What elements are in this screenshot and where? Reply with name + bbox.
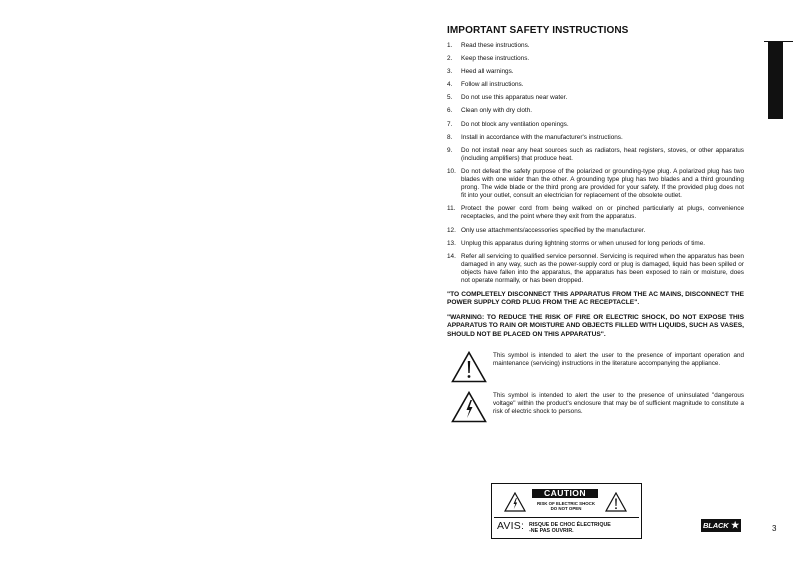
list-item-text: Do not use this apparatus near water. [461,94,568,102]
warning-bolt-icon [451,391,487,423]
list-item-number: 11. [447,205,456,213]
list-item-text: Refer all servicing to qualified service personnel. Servicing is required when the apparatus has been damaged in any way, such as the power-supply cord or plug is damaged, liquid has been spilled or objects have fallen into the apparatus, the apparatus has been exposed to rain or moisture, does not operate normally, or has been dropped. [461,252,744,284]
list-item [447,68,744,76]
list-item-text: Only use attachments/accessories specified by the manufacturer. [461,226,646,234]
warning-exclamation-icon [451,351,487,383]
list-item-number: 13. [447,239,456,247]
list-item-number: 14. [447,252,456,260]
disconnect-warning: "TO COMPLETELY DISCONNECT THIS APPARATUS FROM THE AC MAINS, DISCONNECT THE POWER SUPPLY CORD PLUG FROM THE AC RECEPTACLE". [447,291,744,307]
list-item [447,55,744,63]
instruction-list [447,42,744,285]
list-item-number: 12. [447,226,456,234]
page-number: 3 [772,524,777,533]
list-item-number: 3. [447,68,453,76]
star-icon: ★ [731,520,739,530]
caution-divider [494,517,639,518]
list-item [447,94,744,102]
list-item-number: 10. [447,167,456,175]
list-item [447,240,744,248]
brand-logo: BLACK ★ [703,520,739,530]
list-item [447,227,744,235]
list-item-number: 8. [447,133,453,141]
caution-label [491,483,642,539]
avis-label: AVIS: [497,520,525,532]
list-item-text: Do not block any ventilation openings. [461,120,569,128]
list-item-text: Do not defeat the safety purpose of the polarized or grounding-type plug. A polarized plug has two blades with one wider than the other. A grounding type plug has two blades and a third grounding prong. The wide blade or the third prong are provided for your safety. If the provided plug does not fit into your outlet, consult an electrician for replacement of the obsolete outlet. [461,167,744,200]
caution-heading: CAUTION [532,489,598,498]
exclamation-symbol-text: This symbol is intended to alert the user to the presence of important operation and maintenance (servicing) instructions in the literature accompanying the appliance. [493,352,744,368]
safety-content [447,25,744,427]
list-item [447,147,744,163]
bolt-symbol-row [447,391,744,427]
list-item-number: 9. [447,146,453,154]
list-item-text: Clean only with dry cloth. [461,107,533,115]
list-item [447,42,744,50]
list-item-text: Follow all instructions. [461,81,524,89]
fire-warning: "WARNING: TO REDUCE THE RISK OF FIRE OR ELECTRIC SHOCK, DO NOT EXPOSE THIS APPARATUS TO RAIN OR MOISTURE AND OBJECTS FILLED WITH LIQUIDS, SUCH AS VASES, SHOULD NOT BE PLACED ON THIS APPARATUS". [447,313,744,338]
list-item [447,134,744,142]
list-item [447,107,744,115]
list-item [447,205,744,221]
list-item-text: Heed all warnings. [461,68,514,76]
list-item-number: 4. [447,81,453,89]
exclamation-symbol-row [447,351,744,387]
avis-french-text: RISQUE DE CHOC ÉLECTRIQUE -NE PAS OUVRIR. [529,522,611,534]
list-item [447,168,744,200]
list-item-number: 5. [447,94,453,102]
list-item-number: 6. [447,107,453,115]
list-item-text: Protect the power cord from being walked on or pinched particularly at plugs, convenience receptacles, and the point where they exit from the apparatus. [461,205,744,221]
list-item-number: 1. [447,42,453,49]
side-tab [768,41,783,119]
list-item [447,81,744,89]
list-item-text: Unplug this apparatus during lightning storms or when unused for long periods of time. [461,239,706,247]
caution-risk-text: RISK OF ELECTRIC SHOCK DO NOT OPEN [536,501,596,511]
list-item [447,253,744,285]
warning-exclamation-icon [605,492,627,512]
list-item-text: Read these instructions. [461,42,530,49]
warning-bolt-icon [504,492,526,512]
list-item-text: Keep these instructions. [461,55,530,63]
side-tab-label: USA / Canada [742,58,760,86]
list-item-number: 2. [447,55,453,63]
list-item [447,121,744,129]
page-title: IMPORTANT SAFETY INSTRUCTIONS [447,25,629,36]
bolt-symbol-text: This symbol is intended to alert the user to the presence of uninsulated "dangerous voltage" within the product's enclosure that may be of sufficient magnitude to constitute a risk of electric shock to persons. [493,392,744,416]
list-item-number: 7. [447,120,453,128]
list-item-text: Install in accordance with the manufacturer's instructions. [461,133,623,141]
list-item-text: Do not install near any heat sources such as radiators, heat registers, stoves, or other apparatus (including amplifiers) that produce heat. [461,146,744,162]
